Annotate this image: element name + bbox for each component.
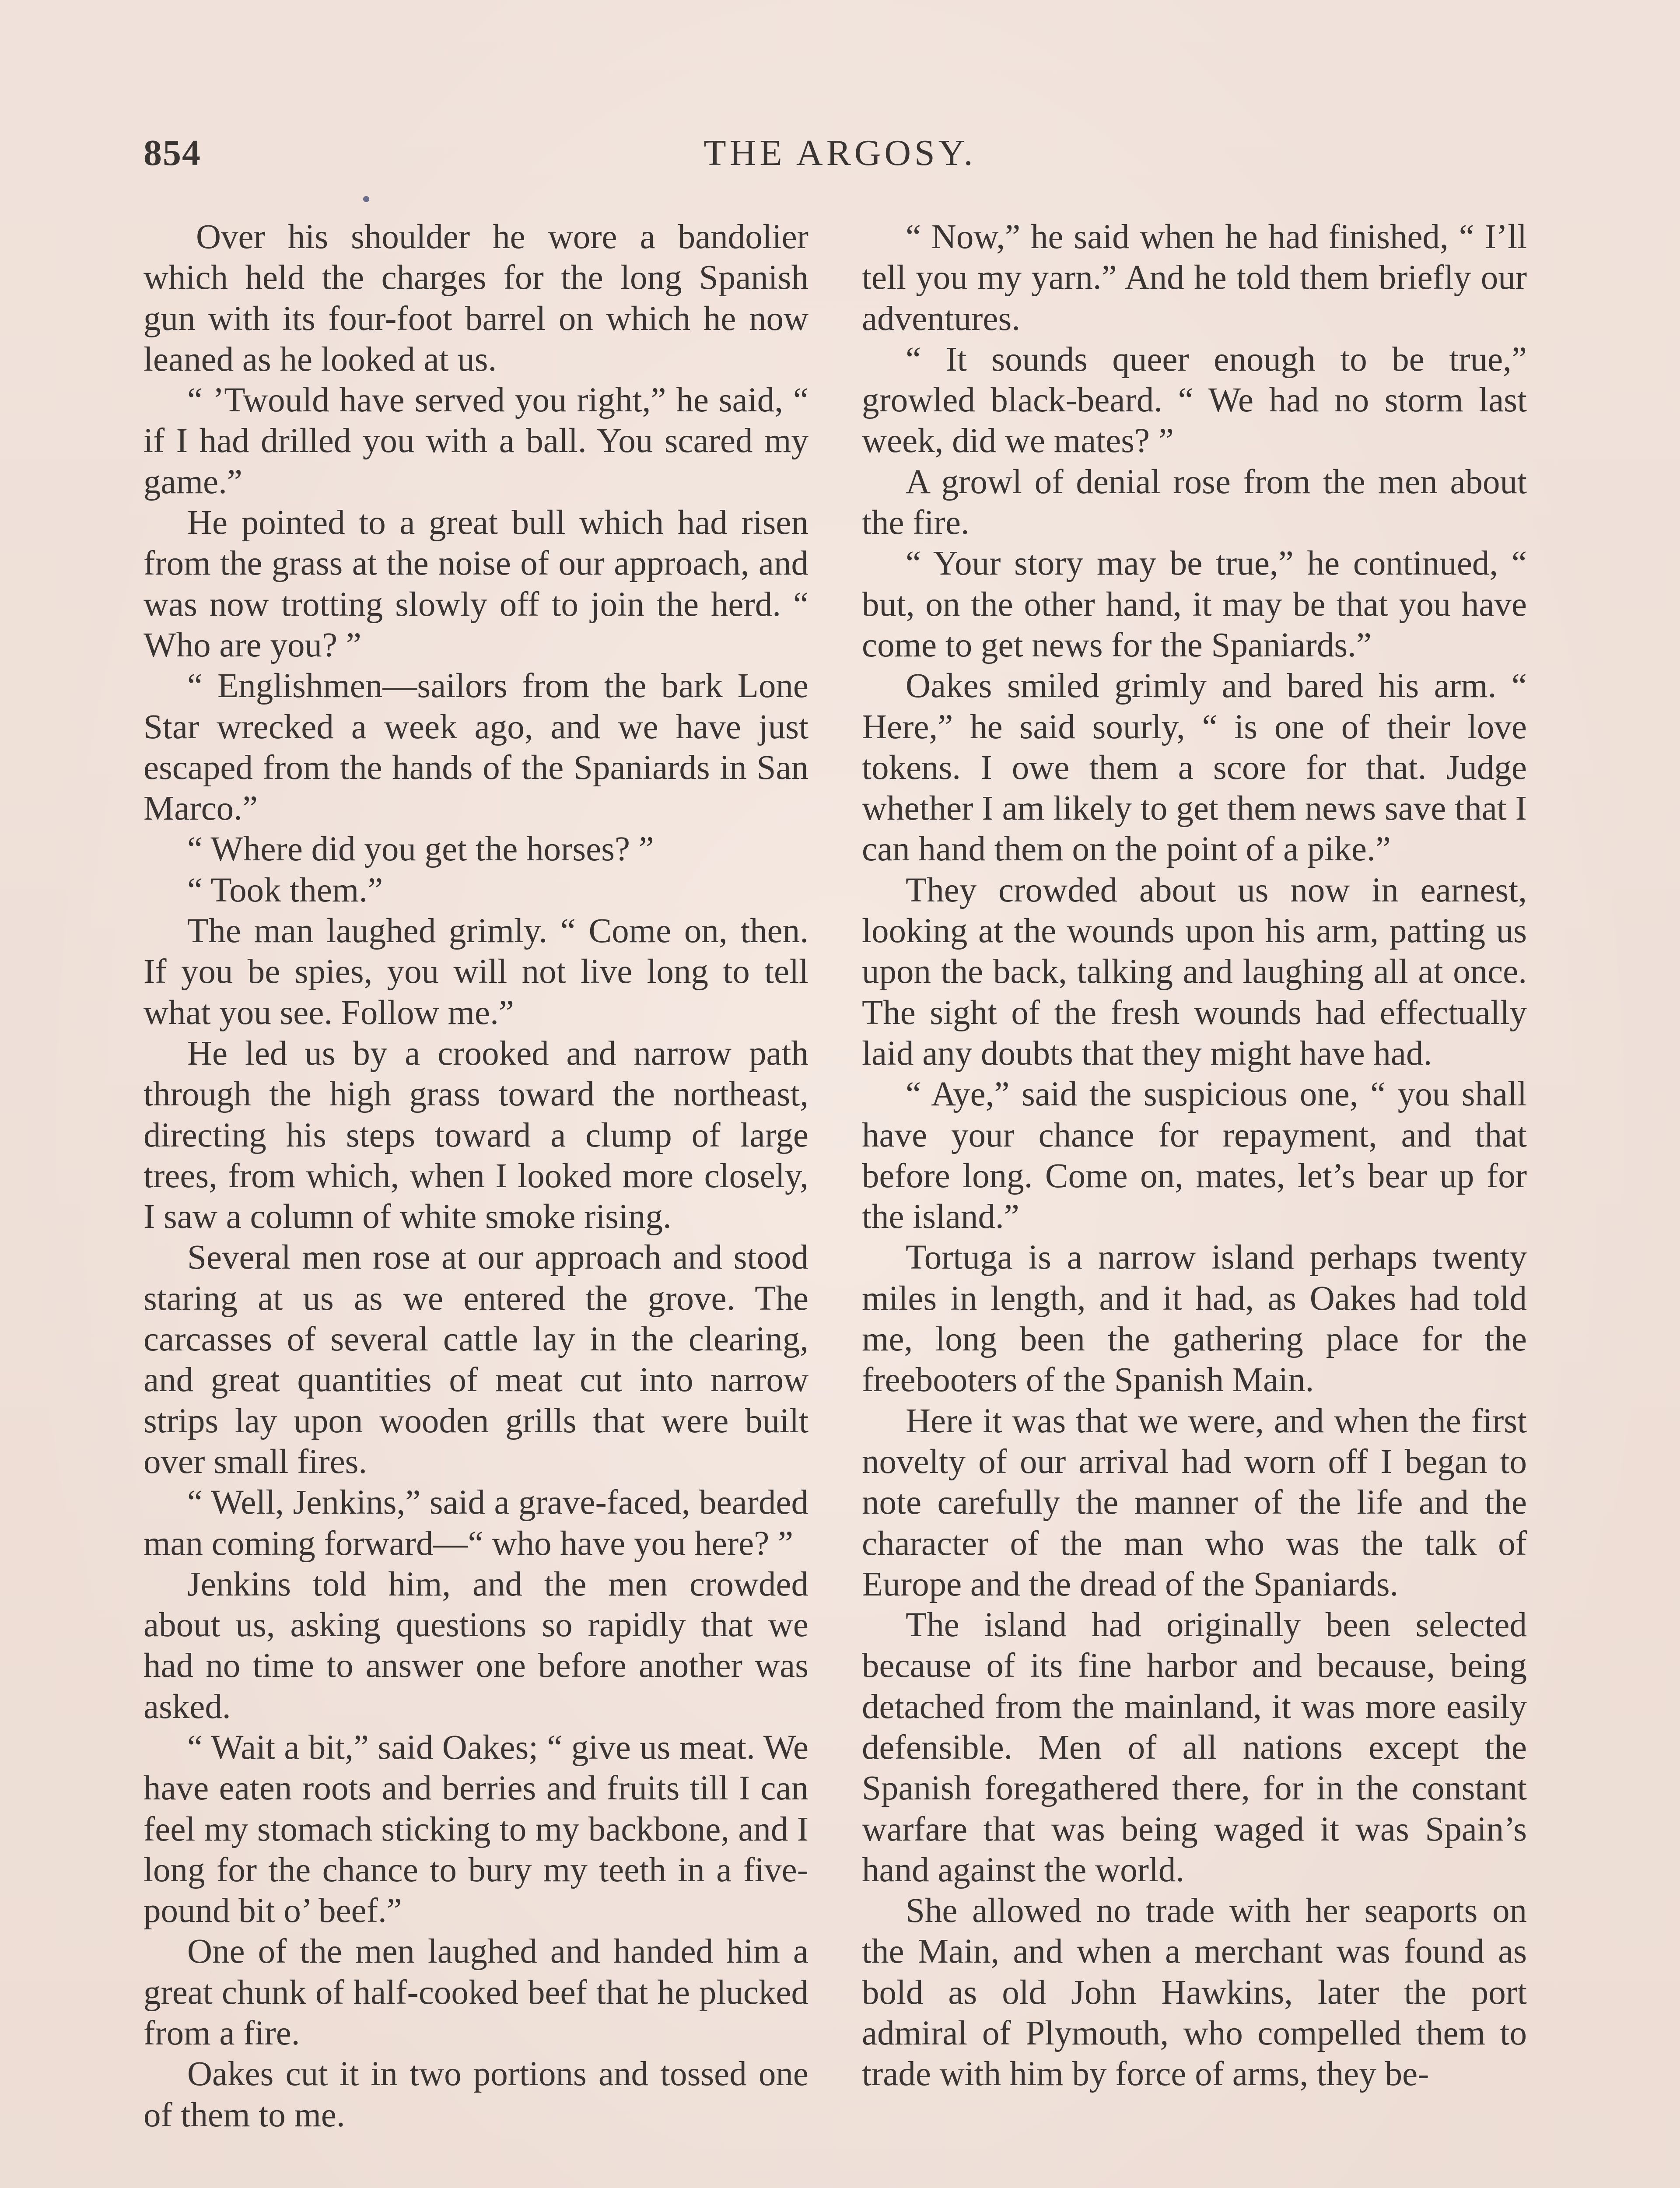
right-column <box>862 217 1527 2095</box>
paragraph: “ Wait a bit,” said Oakes; “ give us meat. We have eaten roots and berries and fruits till I can feel my stomach sticking to my backbone, and I long for the chance to bury my teeth in a five-pound bit o’ beef.” <box>144 1728 808 1930</box>
page-header <box>144 127 1536 179</box>
paragraph: The man laughed grimly. “ Come on, then. If you be spies, you will not live long to tell what you see. Follow me.” <box>144 912 808 1032</box>
paragraph: “ Well, Jenkins,” said a grave-faced, bearded man coming forward—“ who have you here? ” <box>144 1483 808 1563</box>
paragraph: One of the men laughed and handed him a great chunk of half-cooked beef that he plucked from a fire. <box>144 1932 808 2053</box>
paragraph: A growl of denial rose from the men about the fire. <box>862 463 1527 542</box>
paragraph: “ Aye,” said the suspicious one, “ you shall have your chance for repayment, and that before long. Come on, mates, let’s bear up for the island.” <box>862 1075 1527 1236</box>
paragraph: Oakes smiled grimly and bared his arm. “ Here,” he said sourly, “ is one of their love tokens. I owe them a score for that. Judge whether I am likely to get them news save that I can hand them on the point of a pike.” <box>862 667 1527 869</box>
paragraph: Jenkins told him, and the men crowded about us, asking questions so rapidly that we had no time to answer one before another was asked. <box>144 1565 808 1726</box>
paragraph: Here it was that we were, and when the first novelty of our arrival had worn off I began to note carefully the manner of the life and the character of the man who was the talk of Europe and the dread of the Spaniards. <box>862 1402 1527 1603</box>
paragraph: “ Englishmen—sailors from the bark Lone Star wrecked a week ago, and we have just escaped from the hands of the Spaniards in San Marco.” <box>144 667 808 828</box>
paragraph: “ It sounds queer enough to be true,” growled black-beard. “ We had no storm last week, did we mates? ” <box>862 340 1527 460</box>
ink-speck <box>363 196 369 202</box>
paragraph: “ Your story may be true,” he continued, “ but, on the other hand, it may be that you have come to get news for the Spaniards.” <box>862 544 1527 664</box>
paragraph: “ Where did you get the horses? ” <box>187 830 654 869</box>
paragraph: They crowded about us now in earnest, looking at the wounds upon his arm, patting us upon the back, talking and laughing all at once. The sight of the fresh wounds had effectually laid any doubts that they might have had. <box>862 871 1527 1073</box>
page-number: 854 <box>144 133 201 173</box>
paragraph: Tortuga is a narrow island perhaps twenty miles in length, and it had, as Oakes had told me, long been the gathering place for the freebooters of the Spanish Main. <box>862 1238 1527 1399</box>
left-column <box>144 217 808 2135</box>
paragraph: Several men rose at our approach and stood staring at us as we entered the grove. The carcasses of several cattle lay in the clearing, and great quantities of meat cut into narrow strips lay upon wooden grills that were built over small fires. <box>144 1238 808 1481</box>
paragraph: He led us by a crooked and narrow path through the high grass toward the northeast, directing his steps toward a clump of large trees, from which, when I looked more closely, I saw a column of white smoke rising. <box>144 1034 808 1236</box>
paragraph: She allowed no trade with her seaports on the Main, and when a merchant was found as bold as old John Hawkins, later the port admiral of Plymouth, who compelled them to trade with him by force of arms, they be- <box>862 1892 1527 2093</box>
paragraph: Oakes cut it in two portions and tossed one of them to me. <box>144 2055 808 2134</box>
paragraph: “ Took them.” <box>187 871 383 909</box>
paragraph: “ ’Twould have served you right,” he said, “ if I had drilled you with a ball. You scared my game.” <box>144 381 808 501</box>
paragraph: The island had originally been selected because of its fine harbor and because, being detached from the mainland, it was more easily defensible. Men of all nations except the Spanish foregathered there, for in the constant warfare that was being waged it was Spain’s hand against the world. <box>862 1606 1527 1889</box>
paragraph: Over his shoulder he wore a bandolier which held the charges for the long Spanish gun with its four-foot barrel on which he now leaned as he looked at us. <box>144 218 808 379</box>
paragraph: “ Now,” he said when he had finished, “ I’ll tell you my yarn.” And he told them briefly our adventures. <box>862 218 1527 338</box>
paragraph: He pointed to a great bull which had risen from the grass at the noise of our approach, and was now trotting slowly off to join the herd. “ Who are you? ” <box>144 504 808 664</box>
running-title: THE ARGOSY. <box>704 133 976 173</box>
